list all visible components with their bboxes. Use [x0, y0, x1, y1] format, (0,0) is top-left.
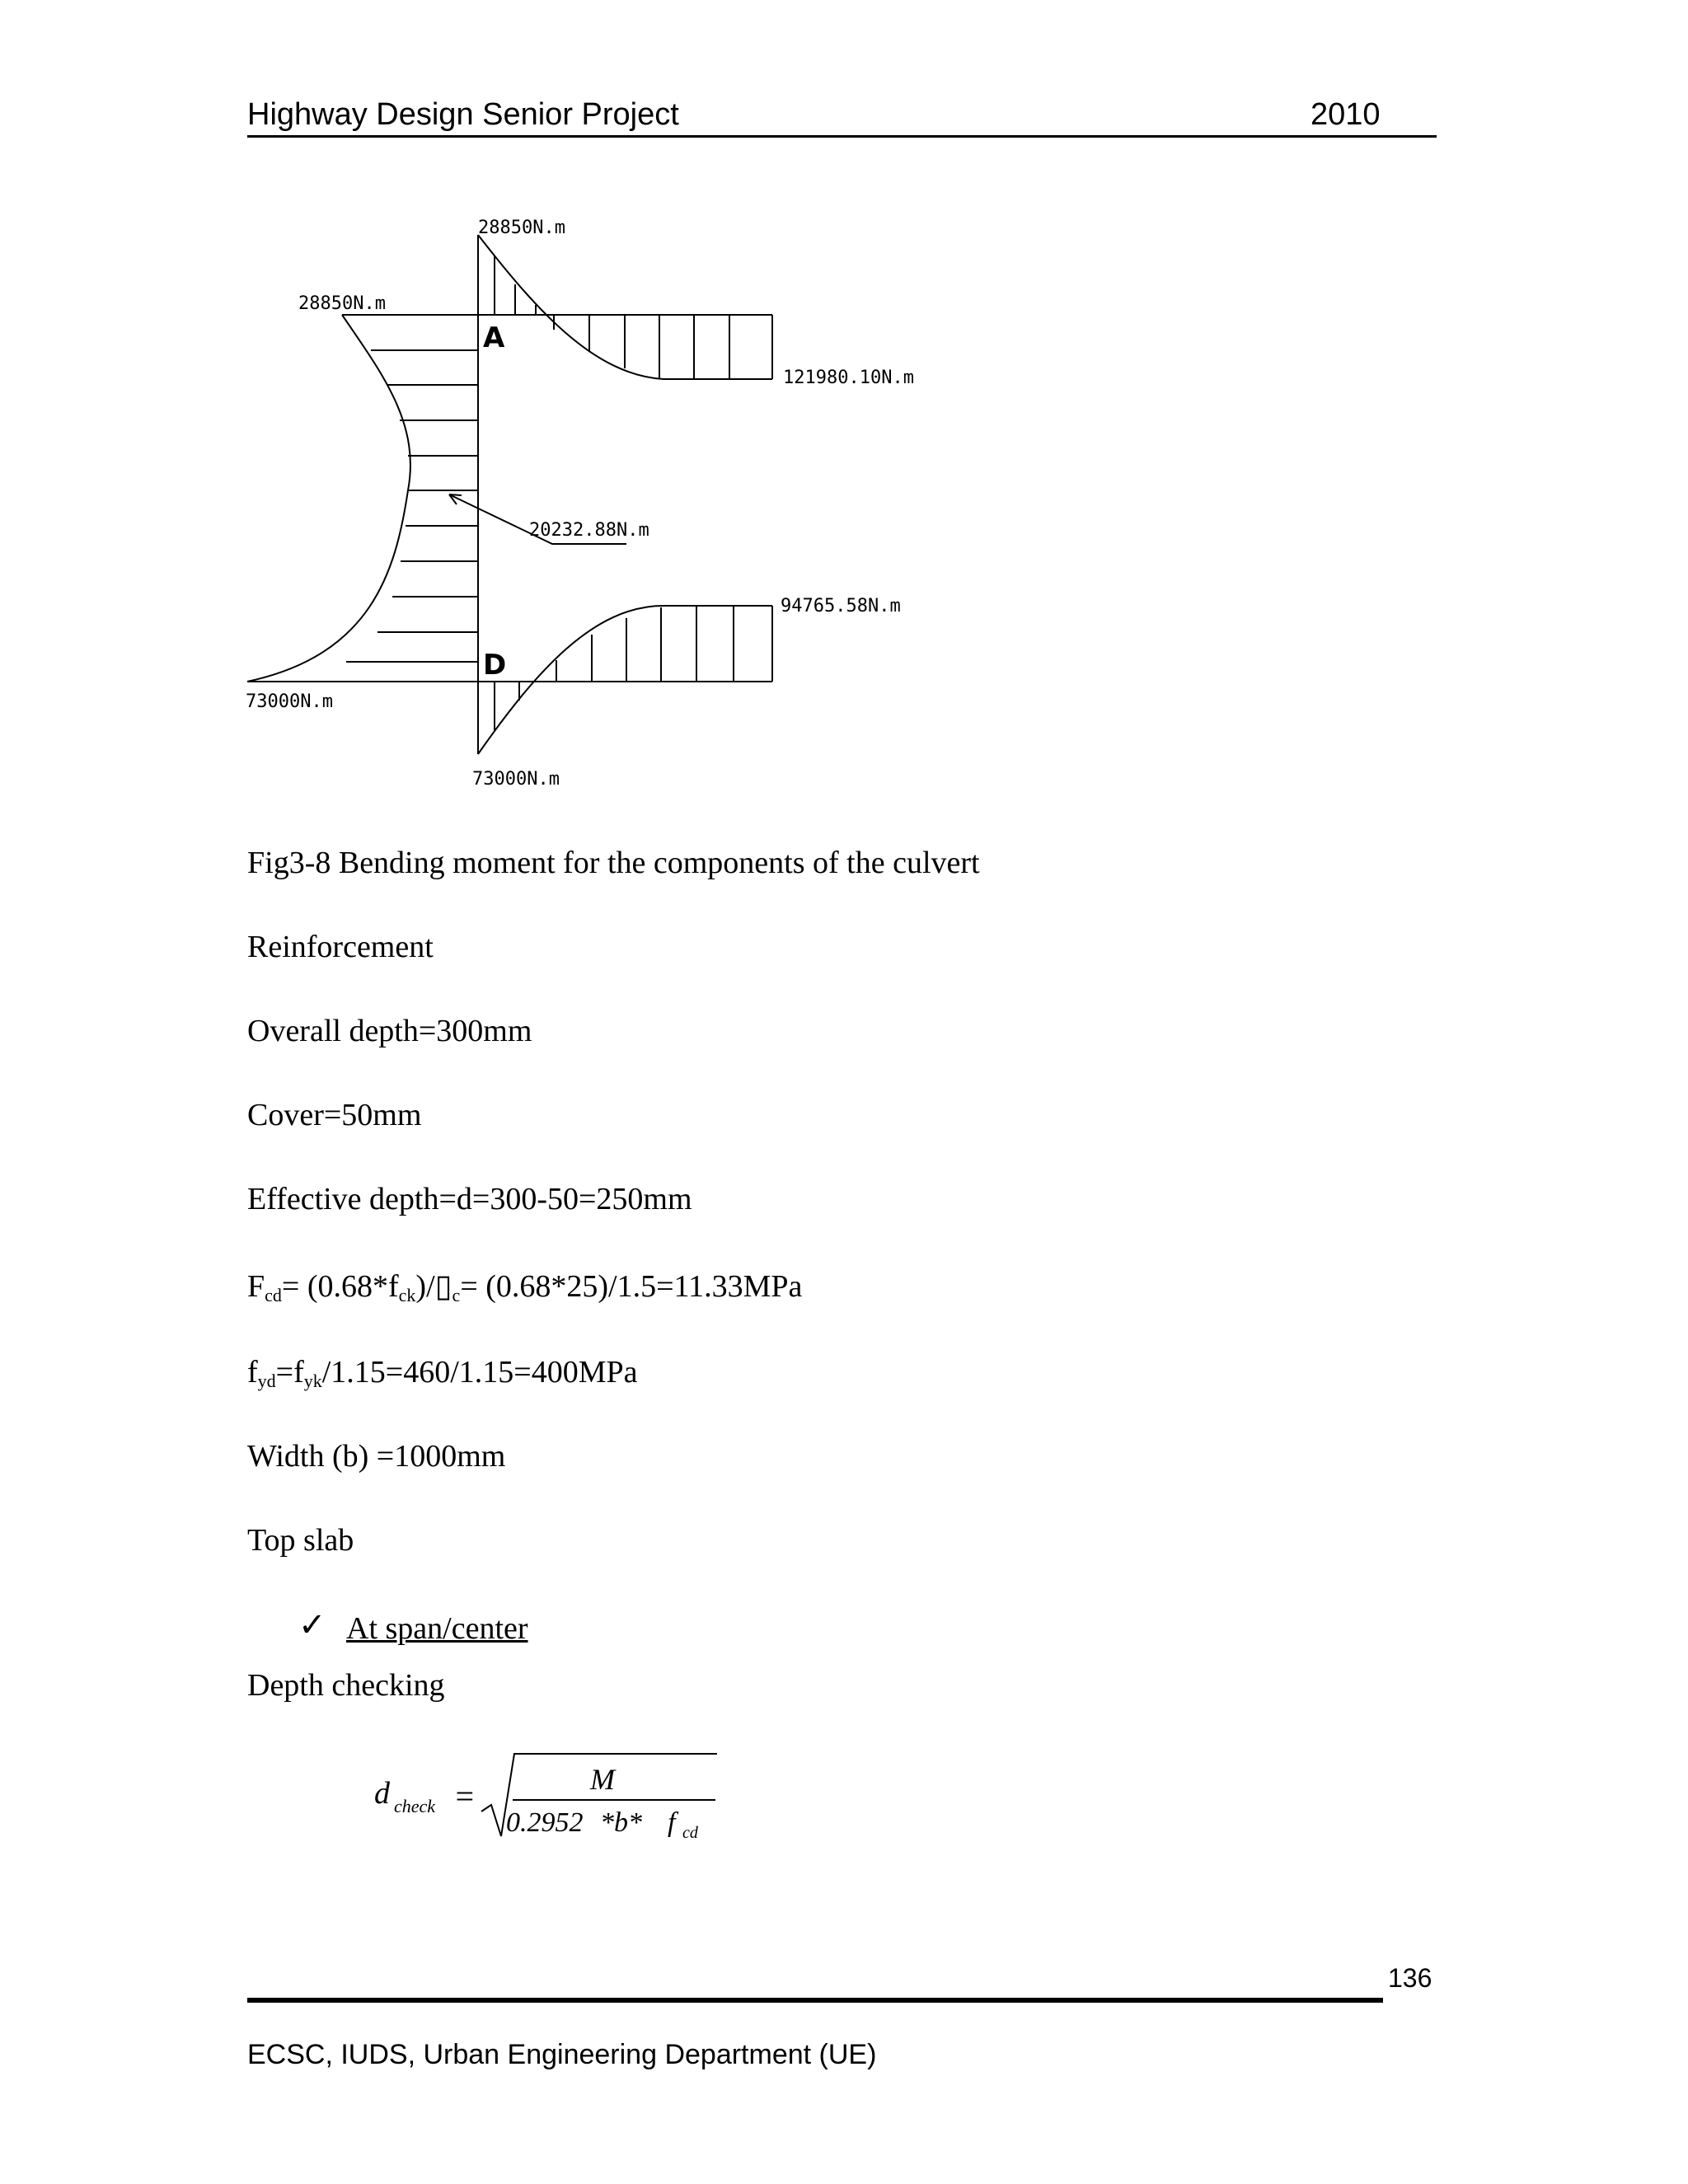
top-slab-hatching: [495, 255, 729, 379]
label-bottom-corner-bottom: 73000N.m: [472, 769, 560, 790]
depth-check-formula: [371, 1739, 750, 1863]
fcd-equation: $F_{cd}=$ $(0.68*f_{ck})/▯_c= (0.68*25)/1.5=11.33MPa$: [247, 1269, 803, 1305]
formula-denominator-sub: cd: [682, 1824, 698, 1842]
formula-denominator-number: 0.2952: [506, 1807, 584, 1838]
footer-rule: [247, 1998, 1383, 2003]
label-wall-mid: 20232.88N.m: [529, 520, 649, 541]
label-bottom-corner-left: 73000N.m: [246, 691, 333, 712]
effective-depth: Effective depth=d=300-50=250mm: [247, 1182, 692, 1216]
header-year: 2010: [1311, 97, 1381, 132]
bending-moment-diagram: [239, 210, 956, 804]
width: Width (b) =1000mm: [247, 1439, 506, 1474]
footer-text: ECSC, IUDS, Urban Engineering Department (UE): [247, 2039, 877, 2070]
reinforcement-heading: Reinforcement: [247, 930, 434, 964]
fyd-equation: $f_{yd}=f_{yk}/1.15=460/1.15=400MPa$: [247, 1355, 638, 1391]
formula-numerator: M: [590, 1763, 615, 1796]
label-top-span: 121980.10N.m: [783, 368, 914, 388]
bottom-slab-moment-curve: [478, 606, 772, 754]
header-rule: [247, 135, 1437, 138]
span-center-label: At span/center: [346, 1611, 528, 1646]
formula-lhs: d: [374, 1776, 390, 1811]
check-icon: ✓: [298, 1606, 326, 1643]
label-top-corner-top: 28850N.m: [478, 218, 565, 238]
wall-moment-curve: [247, 315, 410, 682]
label-bottom-span: 94765.58N.m: [781, 596, 901, 616]
formula-lhs-sub: check: [394, 1796, 436, 1816]
node-a-label: A: [483, 321, 505, 354]
formula-equals: =: [453, 1778, 476, 1815]
formula-denominator-f: f: [668, 1807, 676, 1838]
label-top-corner-left: 28850N.m: [298, 293, 386, 314]
bottom-slab-hatching: [495, 606, 734, 731]
page-number: 136: [1388, 1963, 1432, 1993]
depth-checking-heading: Depth checking: [247, 1668, 445, 1703]
cover: Cover=50mm: [247, 1098, 422, 1132]
node-d-label: D: [483, 649, 507, 682]
formula-denominator-rest: *b*: [600, 1807, 642, 1838]
top-slab-heading: Top slab: [247, 1523, 354, 1558]
header-title: Highway Design Senior Project: [247, 97, 679, 132]
overall-depth: Overall depth=300mm: [247, 1014, 532, 1048]
wall-hatching: [346, 350, 478, 662]
figure-caption: Fig3-8 Bending moment for the components of the culvert: [247, 846, 980, 880]
